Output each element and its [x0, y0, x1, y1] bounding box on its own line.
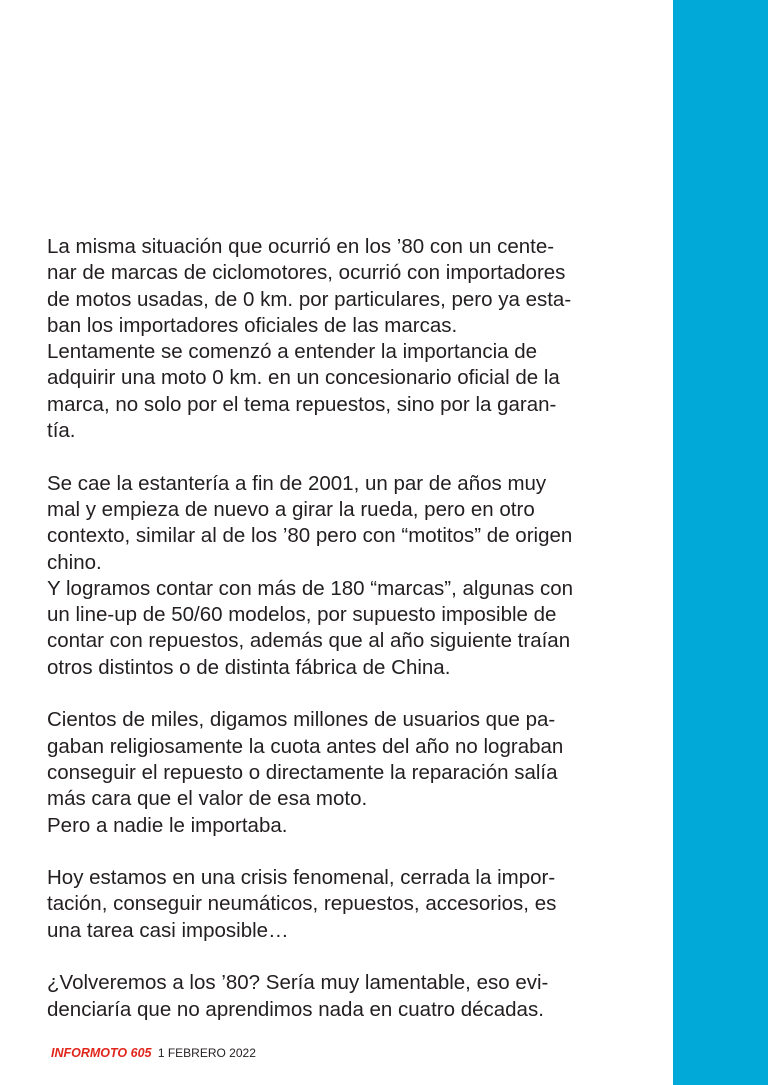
paragraph-gap — [47, 681, 617, 707]
text-line: Se cae la estantería a fin de 2001, un par de años muy — [47, 471, 547, 495]
paragraph-gap — [47, 444, 617, 470]
paragraph-4 — [47, 865, 617, 944]
side-color-bar — [673, 0, 768, 1085]
paragraph-3 — [47, 707, 617, 838]
text-line: mal y empieza de nuevo a girar la rueda, pero en otro — [47, 497, 535, 521]
text-line: más cara que el valor de esa moto. — [47, 787, 368, 811]
text-line: nar de marcas de ciclomotores, ocurrió con importadores — [47, 261, 566, 285]
text-line: gaban religiosamente la cuota antes del año no lograban — [47, 734, 564, 758]
text-line: Cientos de miles, digamos millones de usuarios que pa- — [47, 708, 556, 732]
text-line: marca, no solo por el tema repuestos, sino por la garan- — [47, 392, 557, 416]
paragraph-gap — [47, 944, 617, 970]
text-line: otros distintos o de distinta fábrica de China. — [47, 655, 451, 679]
magazine-brand: INFORMOTO 605 — [51, 1046, 152, 1060]
text-line: tación, conseguir neumáticos, repuestos, accesorios, es — [47, 892, 557, 916]
text-line: contexto, similar al de los ’80 pero con “motitos” de origen — [47, 524, 573, 548]
text-line: conseguir el repuesto o directamente la reparación salía — [47, 760, 558, 784]
text-line: adquirir una moto 0 km. en un concesionario oficial de la — [47, 366, 560, 390]
text-line: un line-up de 50/60 modelos, por supuesto imposible de — [47, 603, 557, 627]
text-line: Pero a nadie le importaba. — [47, 813, 288, 837]
text-line: La misma situación que ocurrió en los ’80 con un cente- — [47, 235, 555, 258]
text-line: tía. — [47, 419, 76, 443]
article-body — [47, 234, 617, 1023]
page-footer — [51, 1046, 256, 1060]
text-line: una tarea casi imposible… — [47, 918, 289, 942]
text-line: denciaría que no aprendimos nada en cuatro décadas. — [47, 997, 544, 1021]
paragraph-gap — [47, 839, 617, 865]
text-line: chino. — [47, 550, 102, 574]
text-line: Hoy estamos en una crisis fenomenal, cerrada la impor- — [47, 866, 556, 890]
paragraph-2 — [47, 471, 617, 681]
text-line: ban los importadores oficiales de las marcas. — [47, 313, 458, 337]
text-line: ¿Volveremos a los ’80? Sería muy lamentable, eso evi- — [47, 971, 549, 995]
text-line: Lentamente se comenzó a entender la importancia de — [47, 340, 538, 364]
text-line: contar con repuestos, además que al año siguiente traían — [47, 629, 571, 653]
issue-date: 1 FEBRERO 2022 — [157, 1046, 256, 1060]
text-line: de motos usadas, de 0 km. por particulares, pero ya esta- — [47, 287, 572, 311]
paragraph-1 — [47, 234, 617, 444]
paragraph-5 — [47, 970, 617, 1023]
text-line: Y logramos contar con más de 180 “marcas”, algunas con — [47, 576, 574, 600]
